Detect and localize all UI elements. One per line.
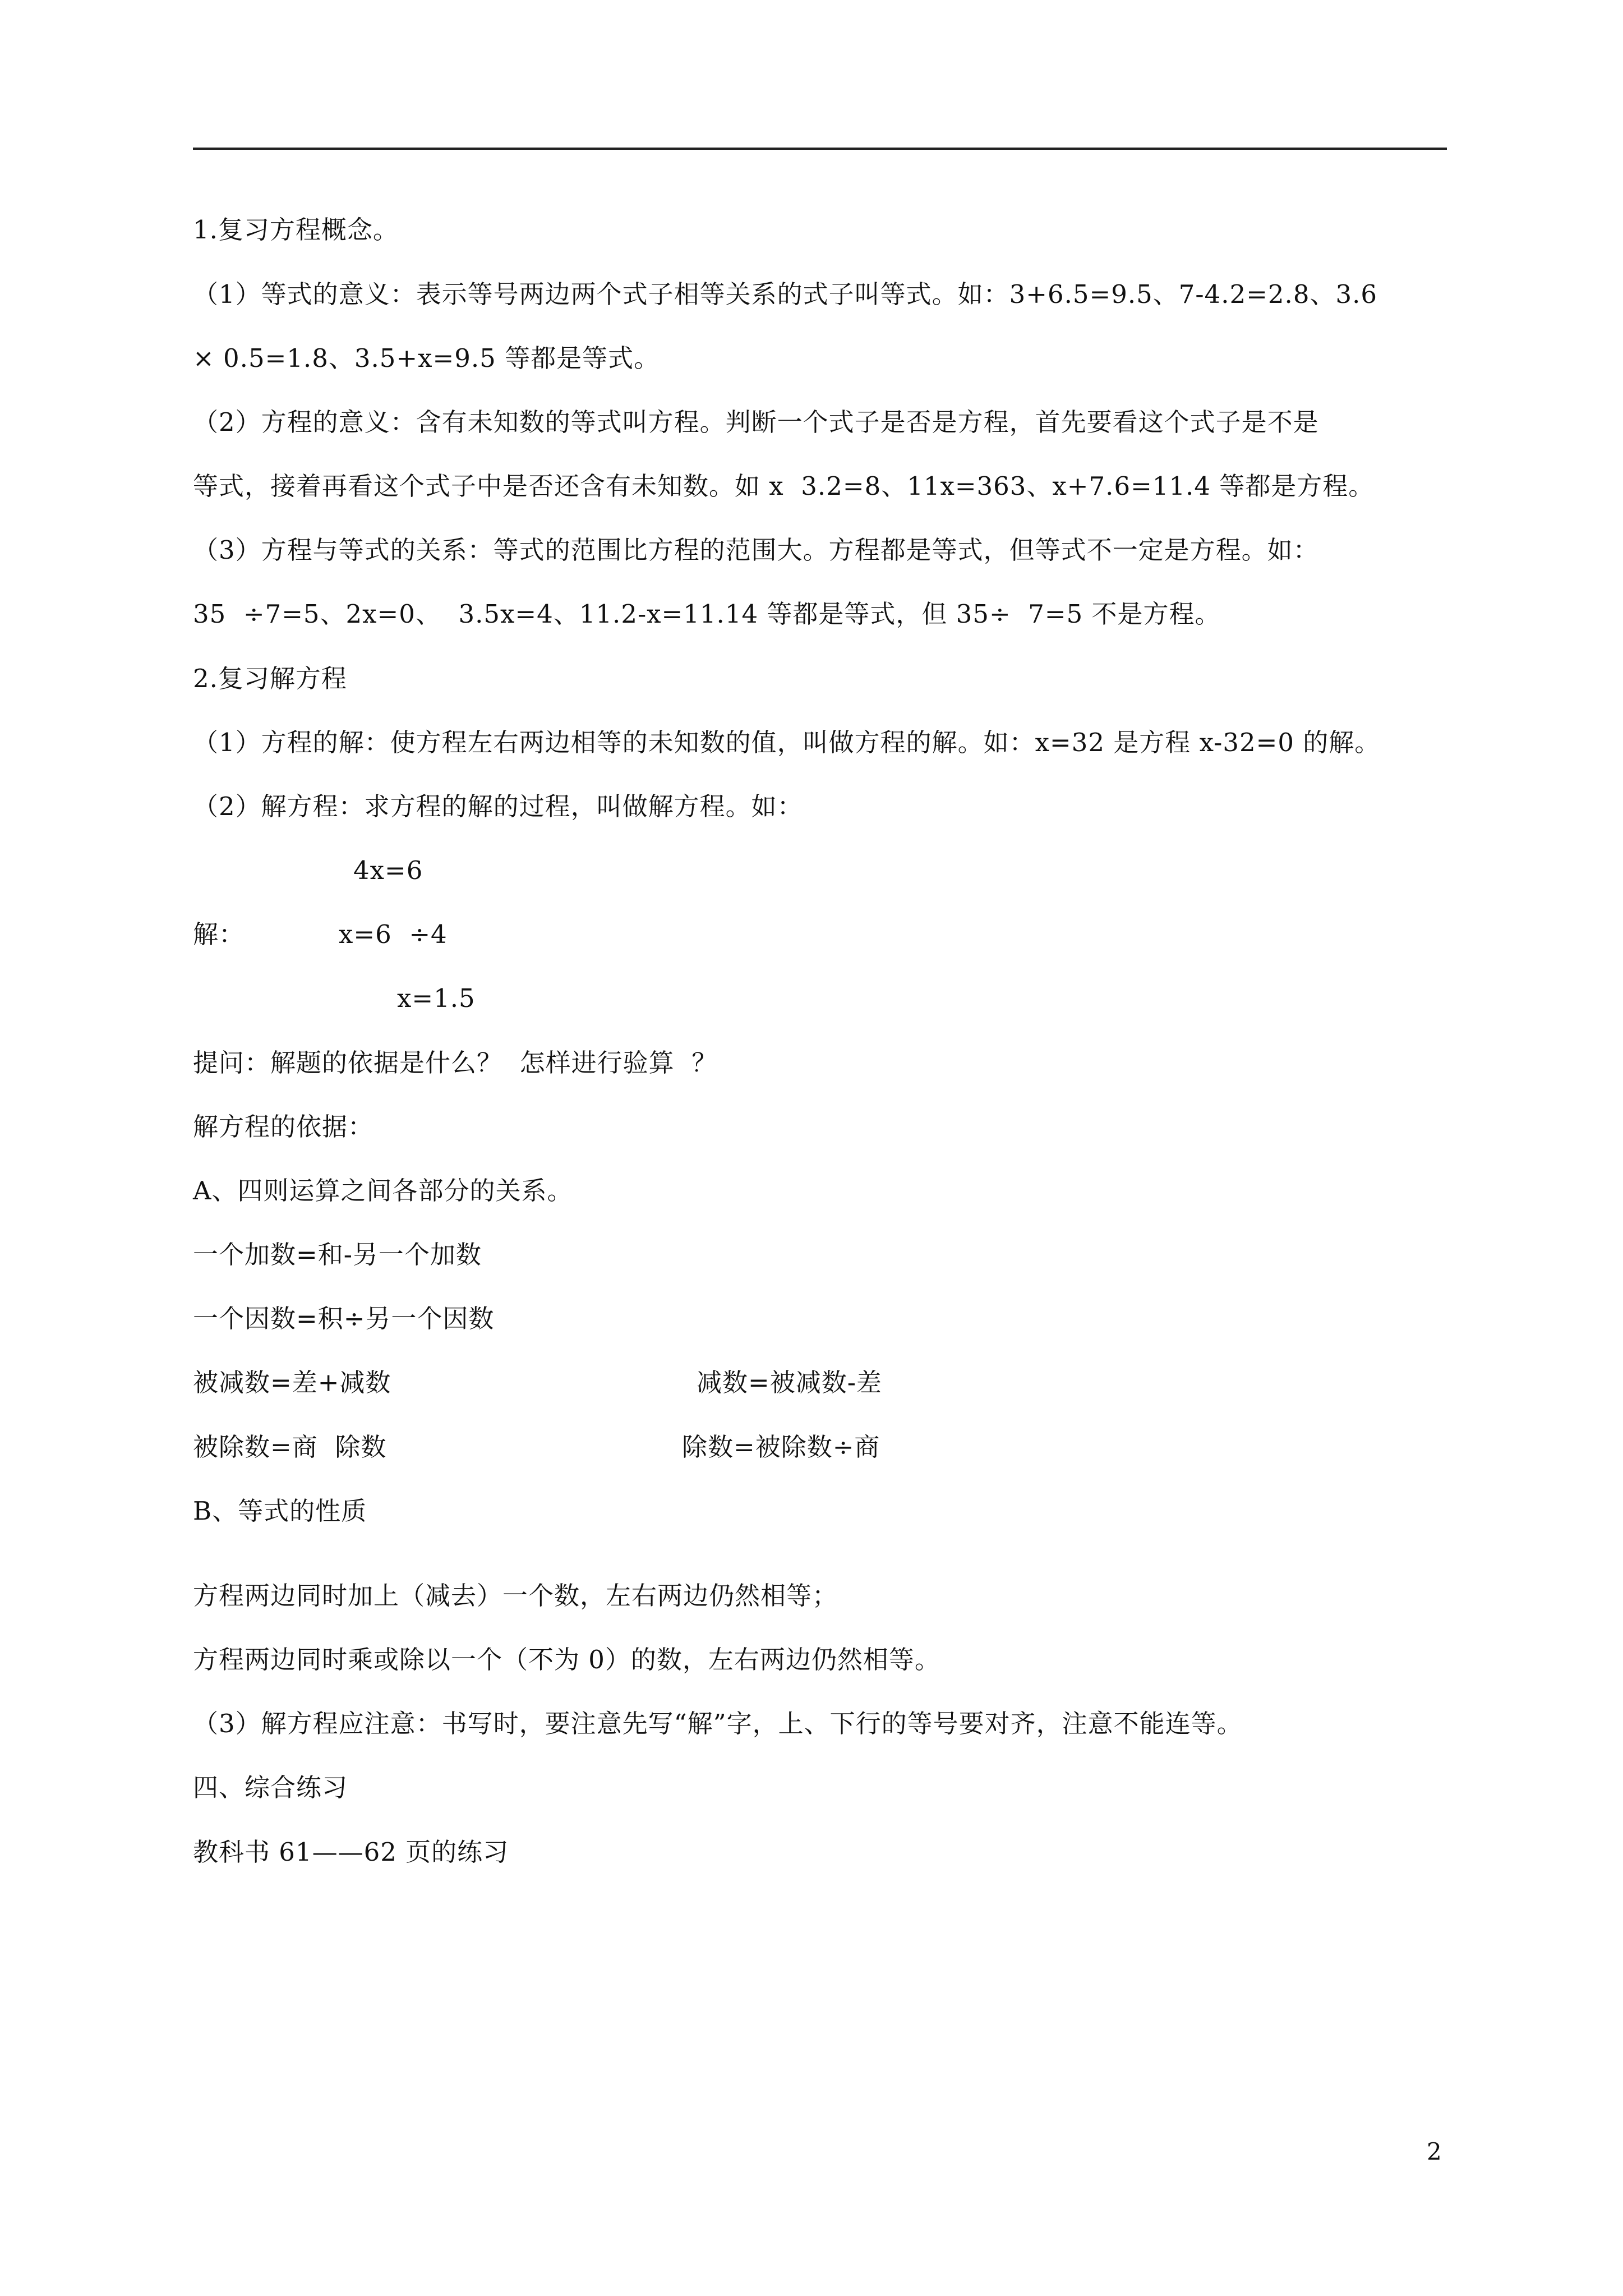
paragraph-solving-definition: （2）解方程：求方程的解的过程，叫做解方程。如： xyxy=(193,792,803,821)
section-heading-practice: 四、综合练习 xyxy=(193,1773,348,1802)
paragraph-equation-meaning-cont: 等式，接着再看这个式子中是否还含有未知数。如 x 3.2=8、11x=363、x+7.6=11.4 等都是方程。 xyxy=(193,471,1375,501)
example-equation: 4x=6 xyxy=(353,855,423,885)
rule-subtrahend: 减数=被减数-差 xyxy=(697,1368,882,1397)
rule-addend: 一个加数=和-另一个加数 xyxy=(193,1240,482,1269)
basis-heading: 解方程的依据： xyxy=(193,1112,374,1142)
paragraph-solution-definition: （1）方程的解：使方程左右两边相等的未知数的值，叫做方程的解。如：x=32 是方程 x-32=0 的解。 xyxy=(193,728,1381,757)
section-heading-solve-equations: 2.复习解方程 xyxy=(193,664,347,693)
rule-factor: 一个因数=积÷另一个因数 xyxy=(193,1304,495,1333)
page-number: 2 xyxy=(1427,2138,1442,2165)
rule-dividend: 被除数=商 除数 xyxy=(193,1432,387,1462)
basis-b-heading: B、等式的性质 xyxy=(193,1496,367,1526)
section-heading-review-concepts: 1.复习方程概念。 xyxy=(193,215,399,245)
paragraph-equality-meaning-cont: × 0.5=1.8、3.5+x=9.5 等都是等式。 xyxy=(193,343,660,373)
paragraph-equation-meaning: （2）方程的意义：含有未知数的等式叫方程。判断一个式子是否是方程，首先要看这个式子是不是 xyxy=(193,407,1319,437)
rule-minuend: 被减数=差+减数 xyxy=(193,1368,391,1397)
example-step-2: x=1.5 xyxy=(397,983,476,1013)
paragraph-solving-notes: （3）解方程应注意：书写时，要注意先写“解”字，上、下行的等号要对齐，注意不能连等。 xyxy=(193,1709,1243,1738)
basis-a-heading: A、四则运算之间各部分的关系。 xyxy=(193,1176,573,1205)
paragraph-equation-equality-relation-cont: 35 ÷7=5、2x=0、 3.5x=4、11.2-x=11.14 等都是等式，但 35÷ 7=5 不是方程。 xyxy=(193,599,1221,629)
property-add-subtract: 方程两边同时加上（减去）一个数，左右两边仍然相等； xyxy=(193,1581,838,1611)
practice-reference: 教科书 61——62 页的练习 xyxy=(193,1837,509,1867)
rule-divisor: 除数=被除数÷商 xyxy=(682,1432,880,1462)
example-solution-label: 解： xyxy=(193,919,245,949)
example-step-1: x=6 ÷4 xyxy=(339,919,448,949)
paragraph-equality-meaning: （1）等式的意义：表示等号两边两个式子相等关系的式子叫等式。如：3+6.5=9.5、7-4.2=2.8、3.6 xyxy=(193,279,1378,309)
question-line: 提问：解题的依据是什么？ 怎样进行验算 ？ xyxy=(193,1048,718,1078)
paragraph-equation-equality-relation: （3）方程与等式的关系：等式的范围比方程的范围大。方程都是等式，但等式不一定是方程。如： xyxy=(193,535,1319,565)
header-rule xyxy=(193,148,1447,150)
property-multiply-divide: 方程两边同时乘或除以一个（不为 0）的数，左右两边仍然相等。 xyxy=(193,1645,940,1674)
